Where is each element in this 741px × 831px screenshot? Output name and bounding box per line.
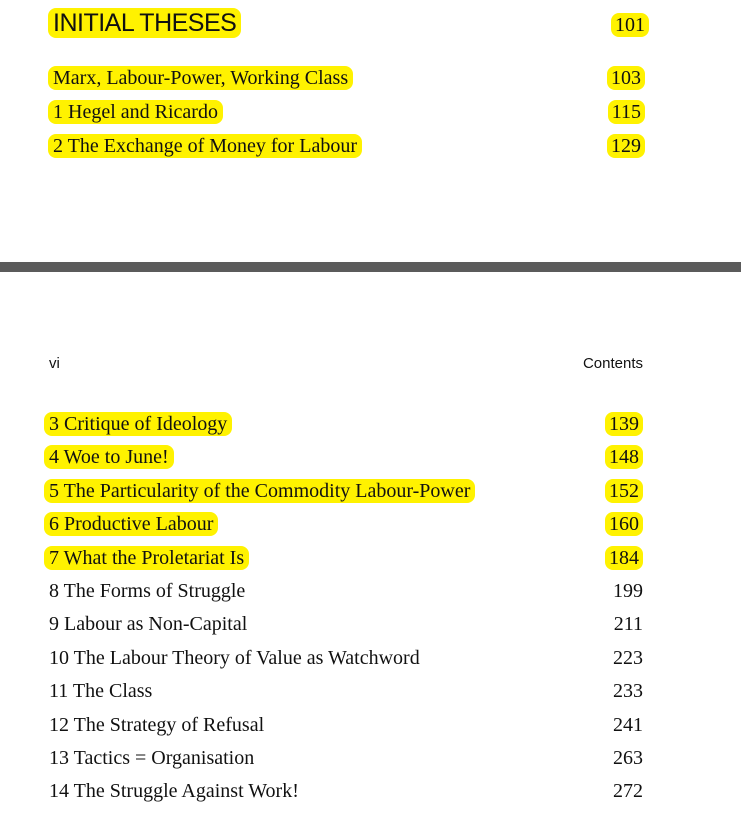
section-heading-page: 101 xyxy=(611,14,649,37)
toc-entry-page: 272 xyxy=(613,780,643,803)
toc-entry-page: 129 xyxy=(607,135,645,158)
toc-entry[interactable] xyxy=(0,780,741,810)
toc-entry-title: 6 Productive Labour xyxy=(49,513,218,536)
toc-entry[interactable] xyxy=(0,413,741,443)
toc-entry[interactable] xyxy=(0,480,741,510)
page-divider xyxy=(0,262,741,272)
toc-entry-page: 223 xyxy=(613,646,643,669)
toc-entry-page: 199 xyxy=(613,580,643,602)
toc-entry-page: 184 xyxy=(605,547,643,570)
toc-entry-title: Marx, Labour-Power, Working Class xyxy=(53,67,353,90)
toc-entry[interactable] xyxy=(0,101,741,131)
toc-entry-page: 103 xyxy=(607,67,645,90)
toc-entry-page: 160 xyxy=(605,513,643,536)
toc-entry[interactable] xyxy=(0,647,741,677)
running-title: Contents xyxy=(582,355,643,372)
toc-entry-title: 2 The Exchange of Money for Labour xyxy=(53,135,362,158)
toc-entry-title: 10 The Labour Theory of Value as Watchword xyxy=(49,646,420,669)
toc-entry[interactable] xyxy=(0,714,741,744)
page-folio: vi xyxy=(49,355,60,372)
toc-entry-title: 13 Tactics = Organisation xyxy=(49,747,255,769)
toc-entry-page: 148 xyxy=(605,446,643,469)
toc-entry-page: 211 xyxy=(613,613,643,636)
toc-entry-title: 7 What the Proletariat Is xyxy=(49,547,249,570)
toc-entry[interactable] xyxy=(0,680,741,710)
toc-entry-page: 139 xyxy=(605,413,643,436)
top-page xyxy=(0,0,741,262)
toc-entry-page: 241 xyxy=(613,713,643,736)
toc-entry[interactable] xyxy=(0,580,741,610)
toc-entry[interactable] xyxy=(0,135,741,165)
toc-entry-title: 8 The Forms of Struggle xyxy=(49,580,246,602)
toc-entry[interactable] xyxy=(0,67,741,97)
toc-entry-title: 11 The Class xyxy=(49,680,153,703)
toc-entry-title: 9 Labour as Non-Capital xyxy=(49,613,248,636)
toc-entry[interactable] xyxy=(0,513,741,543)
toc-entry-page: 233 xyxy=(613,680,643,703)
toc-entry[interactable] xyxy=(0,547,741,577)
toc-entry[interactable] xyxy=(0,446,741,476)
toc-entry-title: 3 Critique of Ideology xyxy=(49,413,232,436)
toc-entry[interactable] xyxy=(0,613,741,643)
toc-entry[interactable] xyxy=(0,747,741,777)
toc-entry-title: 5 The Particularity of the Commodity Labour-Power xyxy=(49,480,475,503)
toc-entry-title: 12 The Strategy of Refusal xyxy=(49,713,265,736)
toc-entry-page: 115 xyxy=(608,101,645,124)
toc-entry-page: 263 xyxy=(613,747,643,769)
toc-entry-page: 152 xyxy=(605,480,643,503)
toc-entry-title: 14 The Struggle Against Work! xyxy=(49,780,299,803)
toc-entry-title: 4 Woe to June! xyxy=(49,446,174,469)
section-heading: INITIAL THESES xyxy=(53,9,241,38)
toc-entry-title: 1 Hegel and Ricardo xyxy=(53,101,223,124)
